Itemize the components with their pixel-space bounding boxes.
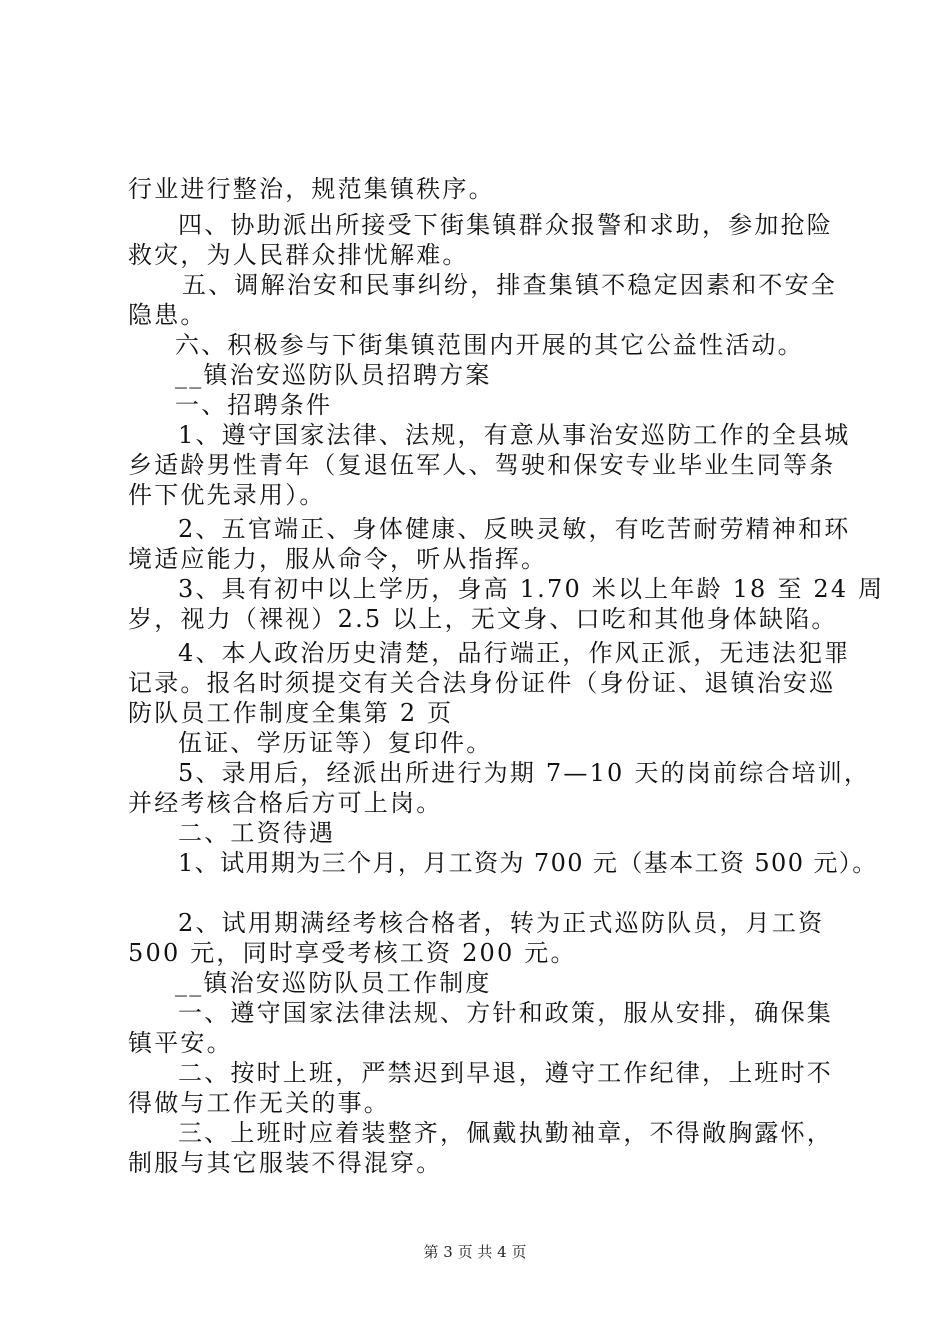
text-line: 防队员工作制度全集第 2 页 <box>128 699 454 727</box>
text-line: 行业进行整治，规范集镇秩序。 <box>128 175 495 203</box>
section-heading: 二、工资待遇 <box>178 819 336 847</box>
text-line: 岁，视力（裸视）2.5 以上，无文身、口吃和其他身体缺陷。 <box>128 605 838 633</box>
text-line: 伍证、学历证等）复印件。 <box>178 729 493 757</box>
section-heading: 一、招聘条件 <box>175 391 333 419</box>
text-line: 隐患。 <box>128 301 207 329</box>
text-line: 制服与其它服装不得混穿。 <box>128 1149 443 1177</box>
text-line: 五、调解治安和民事纠纷，排查集镇不稳定因素和不安全 <box>182 271 837 299</box>
text-line: 2、五官端正、身体健康、反映灵敏，有吃苦耐劳精神和环 <box>178 515 851 543</box>
text-line: 3、具有初中以上学历，身高 1.70 米以上年龄 18 至 24 周 <box>178 575 885 603</box>
text-line: 4、本人政治历史清楚，品行端正，作风正派，无违法犯罪 <box>178 639 851 667</box>
text-line: 二、按时上班，严禁迟到早退，遵守工作纪律，上班时不 <box>178 1059 833 1087</box>
text-line: 境适应能力，服从命令，听从指挥。 <box>128 545 548 573</box>
section-heading: __镇治安巡防队员工作制度 <box>175 969 492 997</box>
text-line: 记录。报名时须提交有关合法身份证件（身份证、退镇治安巡 <box>128 669 836 697</box>
text-line: 乡适龄男性青年（复退伍军人、驾驶和保安专业毕业生同等条 <box>128 451 836 479</box>
text-line: 1、试用期为三个月，月工资为 700 元（基本工资 500 元）。 <box>178 849 878 877</box>
text-line: 三、上班时应着装整齐，佩戴执勤袖章，不得敞胸露怀， <box>178 1119 833 1147</box>
text-line: 件下优先录用）。 <box>128 481 326 509</box>
text-line: 500 元，同时享受考核工资 200 元。 <box>128 939 577 967</box>
text-line: 得做与工作无关的事。 <box>128 1089 390 1117</box>
text-line: 5、录用后，经派出所进行为期 7—10 天的岗前综合培训， <box>178 759 871 787</box>
text-line: 六、积极参与下街集镇范围内开展的其它公益性活动。 <box>175 331 804 359</box>
text-line: 一、遵守国家法律法规、方针和政策，服从安排，确保集 <box>178 999 833 1027</box>
text-line: 1、遵守国家法律、法规，有意从事治安巡防工作的全县城 <box>178 421 851 449</box>
text-line: 四、协助派出所接受下街集镇群众报警和求助，参加抢险 <box>178 211 833 239</box>
text-line: 救灾，为人民群众排忧解难。 <box>128 241 469 269</box>
page-footer: 第 3 页 共 4 页 <box>423 1243 527 1261</box>
section-heading: __镇治安巡防队员招聘方案 <box>175 361 492 389</box>
text-line: 并经考核合格后方可上岗。 <box>128 789 443 817</box>
text-line: 镇平安。 <box>128 1029 233 1057</box>
text-line: 2、试用期满经考核合格者，转为正式巡防队员，月工资 <box>178 909 825 937</box>
